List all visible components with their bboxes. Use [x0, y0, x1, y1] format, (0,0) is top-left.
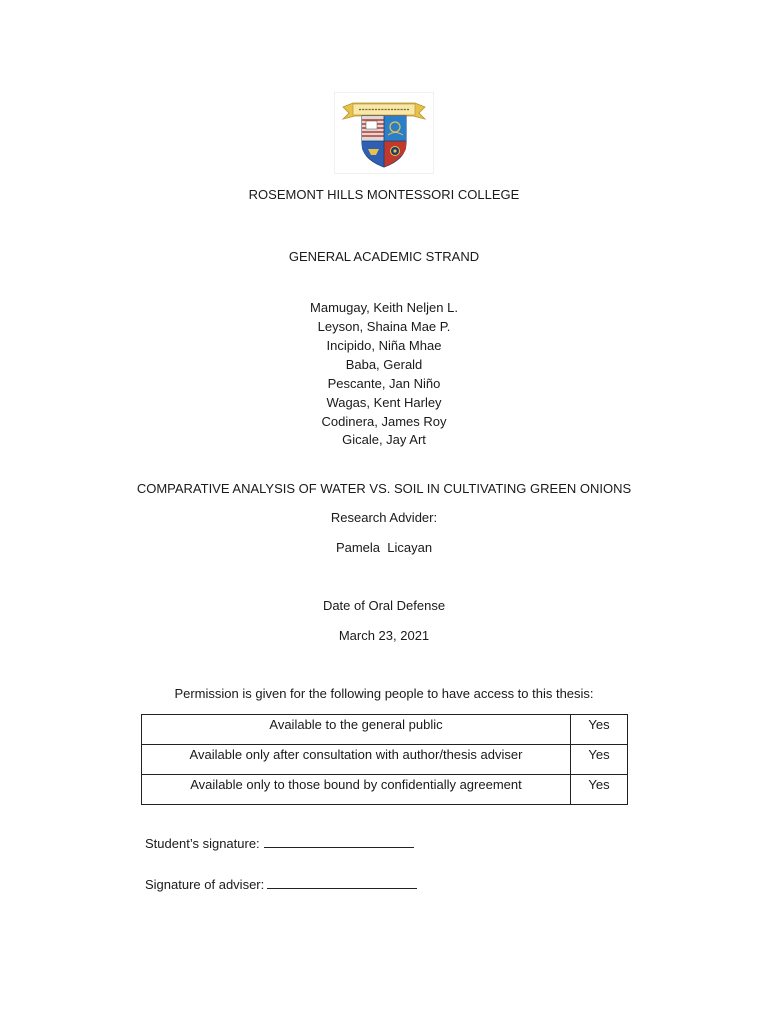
permission-table — [141, 714, 628, 805]
adviser-label: Research Advider: — [330, 510, 438, 525]
author-name: Incipido, Niña Mhae — [326, 338, 442, 353]
student-signature-label: Student’s signature: — [145, 836, 260, 851]
author-name: Leyson, Shaina Mae P. — [317, 319, 451, 334]
author-name: Codinera, James Roy — [321, 414, 447, 429]
adviser-signature-line — [145, 874, 417, 894]
defense-label: Date of Oral Defense — [322, 598, 446, 613]
author-name: Mamugay, Keith Neljen L. — [310, 300, 458, 315]
defense-date: March 23, 2021 — [338, 628, 430, 643]
adviser-signature-label: Signature of adviser: — [145, 877, 265, 892]
student-signature-line — [145, 833, 414, 853]
strand-name: GENERAL ACADEMIC STRAND — [288, 249, 480, 264]
thesis-title: COMPARATIVE ANALYSIS OF WATER VS. SOIL IN CULTIVATING GREEN ONIONS — [136, 481, 632, 496]
author-name: Gicale, Jay Art — [342, 432, 426, 447]
permission-value: Yes — [571, 715, 628, 745]
permission-value: Yes — [571, 745, 628, 775]
permission-statement: Permission is given for the following people to have access to this thesis: — [174, 686, 594, 701]
adviser-signature-field[interactable] — [267, 874, 417, 889]
permission-option: Available to the general public — [142, 715, 571, 745]
adviser-name: Pamela Licayan — [335, 540, 433, 555]
permission-value: Yes — [571, 775, 628, 805]
author-name: Wagas, Kent Harley — [326, 395, 442, 410]
school-crest-icon — [335, 93, 433, 173]
author-name: Pescante, Jan Niño — [327, 376, 441, 391]
student-signature-field[interactable] — [264, 833, 414, 848]
table-row — [142, 715, 628, 745]
school-logo — [335, 93, 433, 173]
author-name: Baba, Gerald — [345, 357, 423, 372]
school-name: ROSEMONT HILLS MONTESSORI COLLEGE — [248, 187, 520, 202]
permission-option: Available only to those bound by confidentially agreement — [142, 775, 571, 805]
table-row — [142, 745, 628, 775]
table-row — [142, 775, 628, 805]
permission-option: Available only after consultation with author/thesis adviser — [142, 745, 571, 775]
